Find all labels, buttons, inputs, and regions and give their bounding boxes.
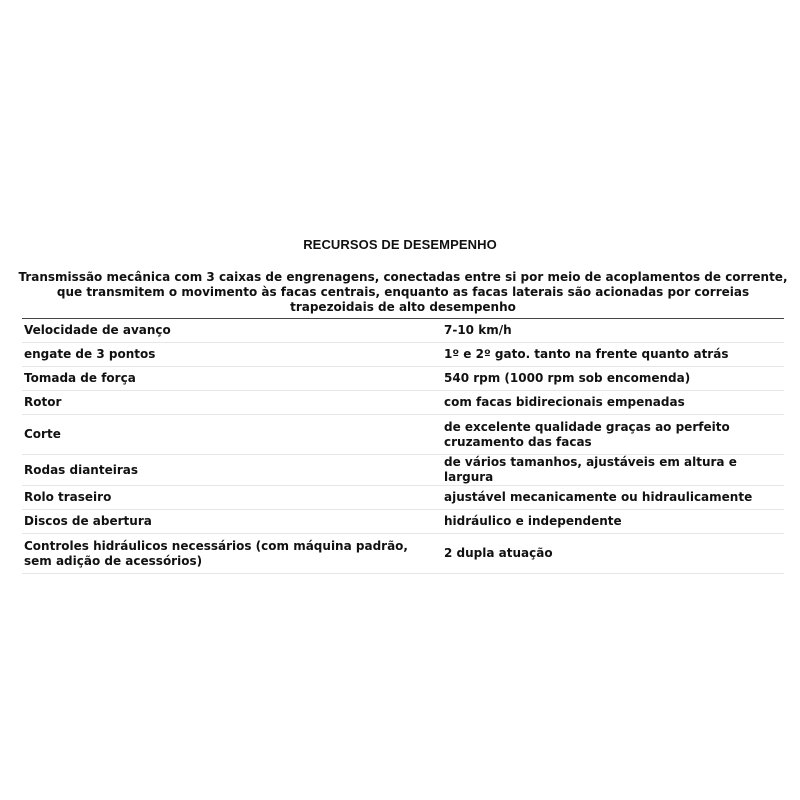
spec-value: 540 rpm (1000 rpm sob encomenda): [433, 367, 784, 391]
spec-label: Rotor: [22, 391, 433, 415]
table-row: [22, 343, 784, 367]
intro-paragraph: Transmissão mecânica com 3 caixas de engrenagens, conectadas entre si por meio de acoplamentos de corrente, que transmitem o movimento às facas centrais, enquanto as facas laterais são acionadas por correias trapezoidais de alto desempenho: [18, 270, 788, 314]
spec-label: Velocidade de avanço: [22, 319, 433, 343]
spec-value: hidráulico e independente: [433, 510, 784, 534]
table-row: [22, 391, 784, 415]
spec-value: de vários tamanhos, ajustáveis em altura e largura: [433, 455, 784, 486]
spec-value: de excelente qualidade graças ao perfeito cruzamento das facas: [433, 415, 784, 455]
spec-value: com facas bidirecionais empenadas: [433, 391, 784, 415]
spec-label: Corte: [22, 415, 433, 455]
spec-label: Tomada de força: [22, 367, 433, 391]
table-row: [22, 510, 784, 534]
spec-label: engate de 3 pontos: [22, 343, 433, 367]
spec-value: 1º e 2º gato. tanto na frente quanto atrás: [433, 343, 784, 367]
spec-value: ajustável mecanicamente ou hidraulicamente: [433, 486, 784, 510]
table-row: [22, 455, 784, 486]
specs-table: [22, 318, 784, 574]
spec-value: 2 dupla atuação: [433, 534, 784, 574]
spec-label: Rolo traseiro: [22, 486, 433, 510]
section-title: RECURSOS DE DESEMPENHO: [303, 237, 497, 252]
spec-value: 7-10 km/h: [433, 319, 784, 343]
table-row: [22, 367, 784, 391]
table-row: [22, 415, 784, 455]
table-row: [22, 319, 784, 343]
spec-label: Discos de abertura: [22, 510, 433, 534]
table-row: [22, 534, 784, 574]
table-row: [22, 486, 784, 510]
spec-label: Rodas dianteiras: [22, 455, 433, 486]
spec-label: Controles hidráulicos necessários (com máquina padrão, sem adição de acessórios): [22, 534, 433, 574]
